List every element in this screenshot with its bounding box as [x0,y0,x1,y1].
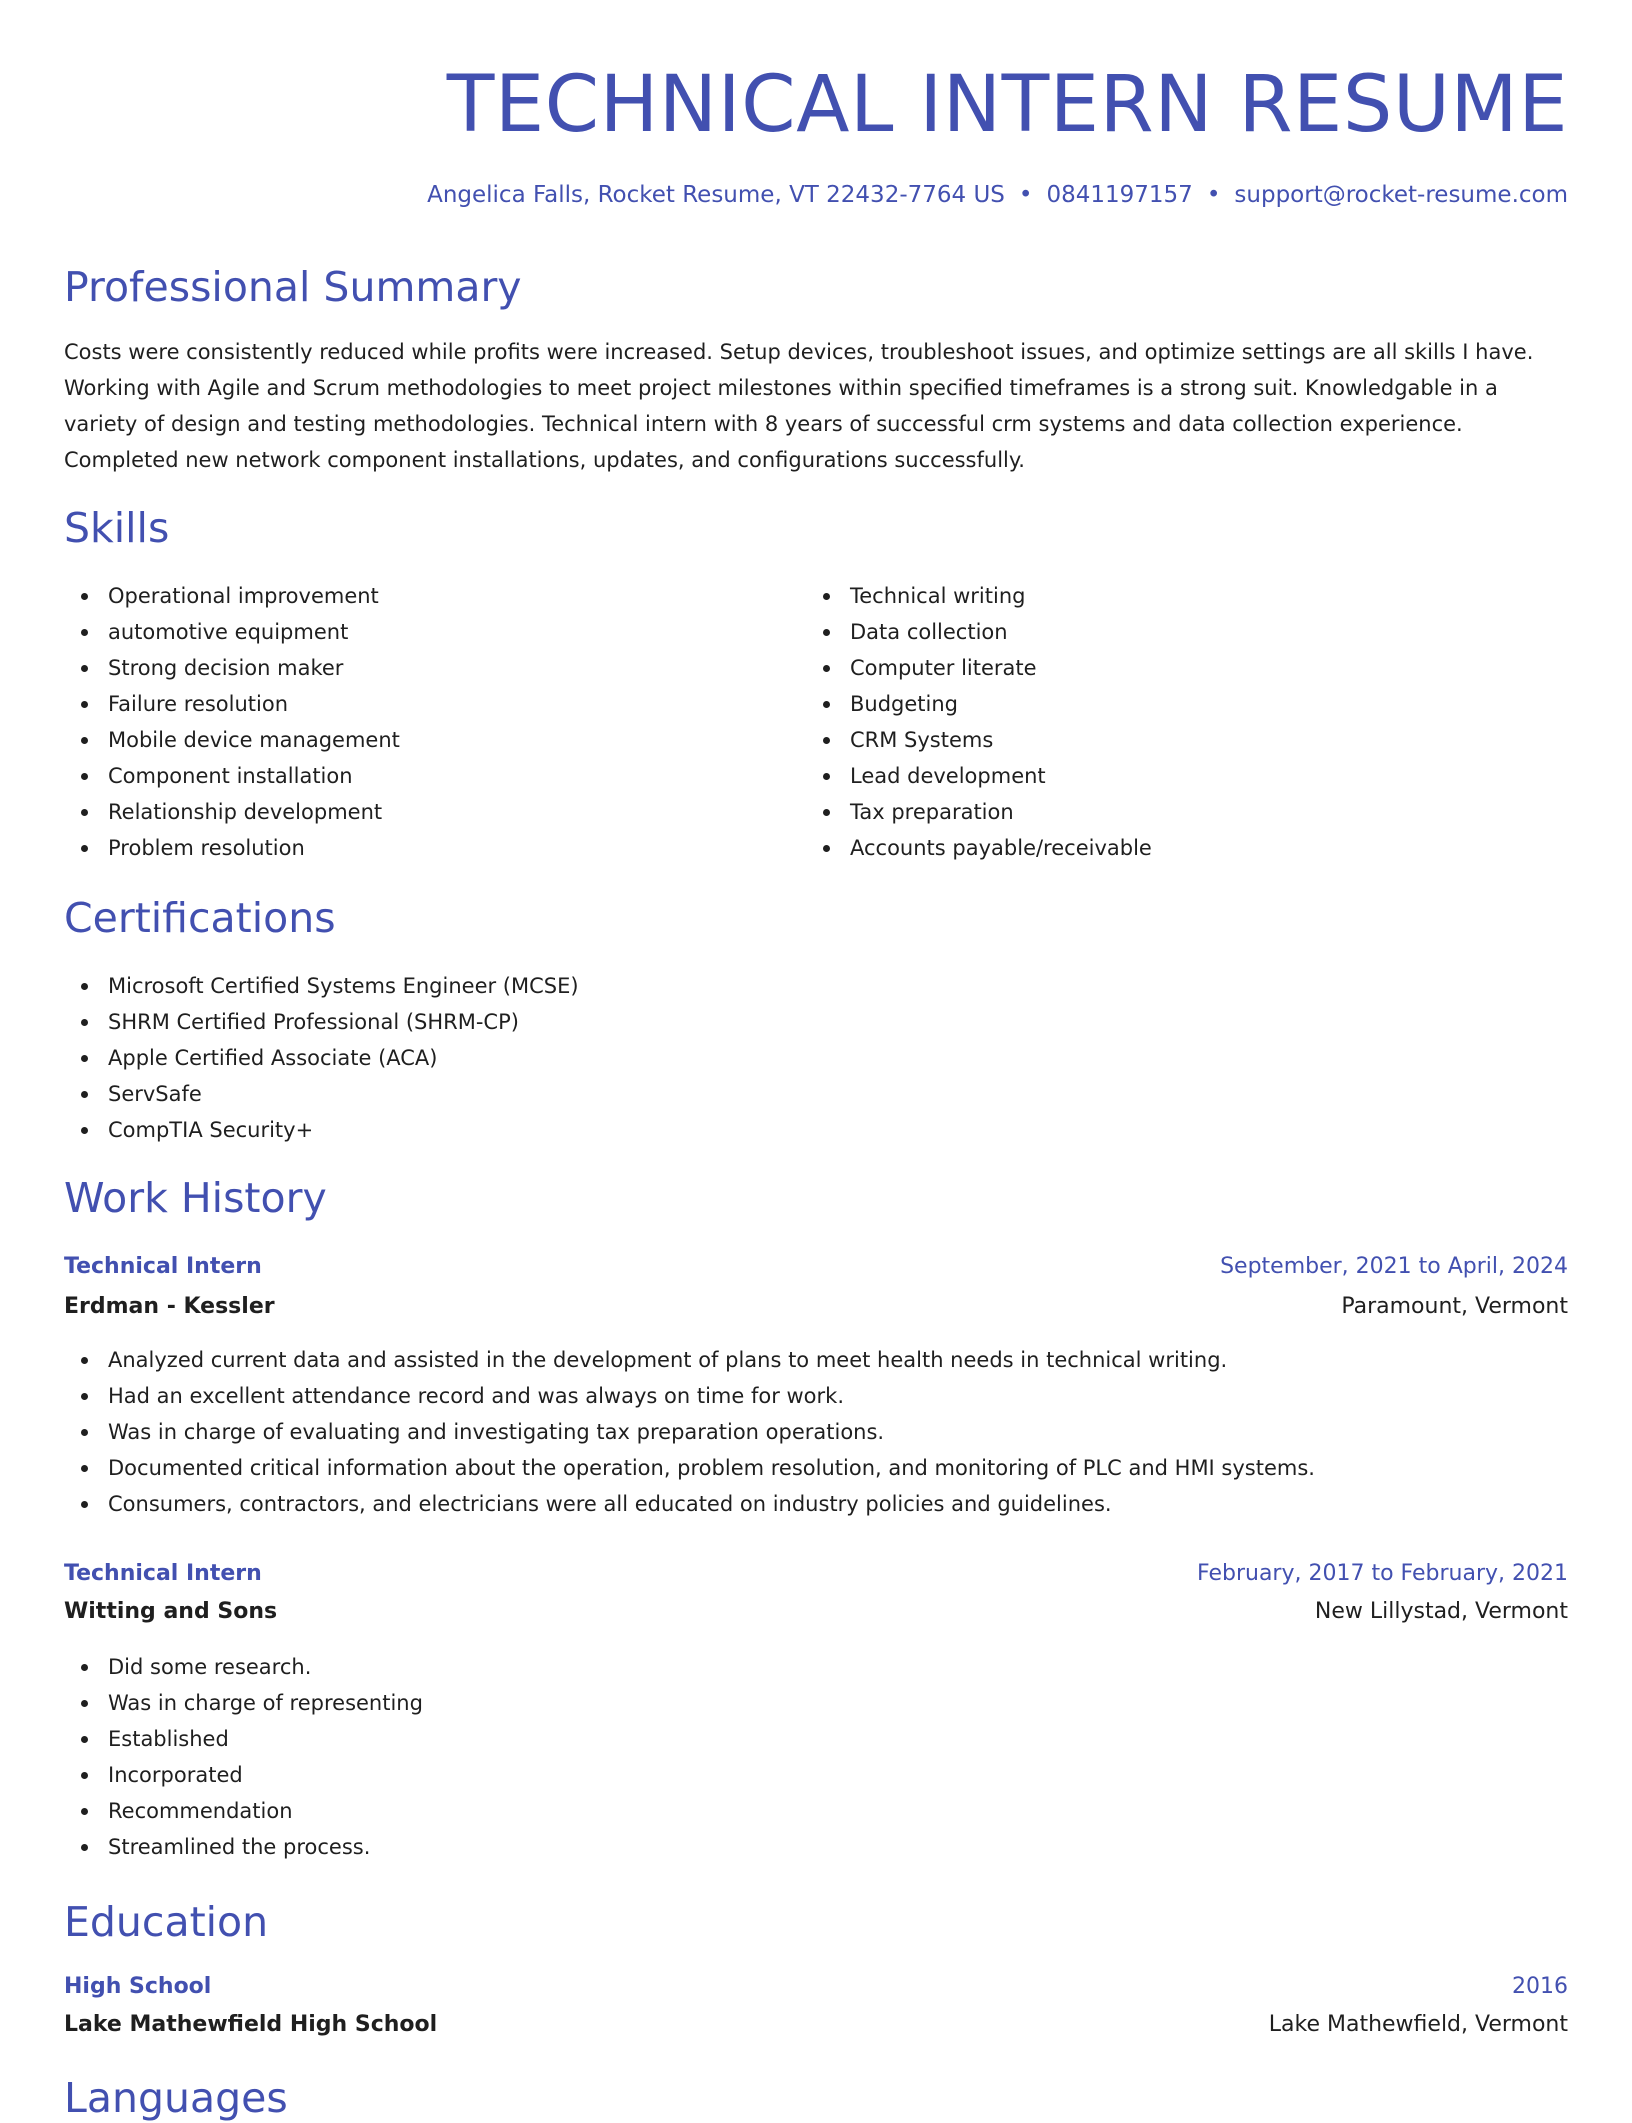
list-item: Established [64,1721,423,1757]
list-item: Recommendation [64,1793,423,1829]
certifications-list [64,968,579,1148]
job-title-row [64,1250,1568,1284]
contact-phone: 0841197157 [1046,182,1193,208]
contact-line [427,180,1568,210]
list-item: Apple Certified Associate (ACA) [64,1040,579,1076]
education-location: Lake Mathewfield, Vermont [1268,2012,1568,2037]
contact-separator: • [1018,182,1033,208]
list-item: Lead development [806,758,1152,794]
job-company: Witting and Sons [64,1599,278,1624]
job-dates: February, 2017 to February, 2021 [1197,1561,1568,1586]
job-bullets [64,1649,423,1865]
certifications-heading: Certifications [64,894,336,942]
list-item: ServSafe [64,1076,579,1112]
contact-separator: • [1206,182,1221,208]
education-degree-row [64,1970,1568,2004]
list-item: Had an excellent attendance record and was always on time for work. [64,1378,1315,1414]
languages-heading: Languages [64,2074,288,2122]
job-title-row [64,1557,1568,1591]
list-item: Tax preparation [806,794,1152,830]
list-item: automotive equipment [64,614,400,650]
list-item: Microsoft Certified Systems Engineer (MCSE) [64,968,579,1004]
job-company: Erdman - Kessler [64,1294,275,1319]
job-company-row [64,1290,1568,1324]
list-item: Consumers, contractors, and electricians were all educated on industry policies and guidelines. [64,1486,1315,1522]
education-school-row [64,2008,1568,2042]
skills-heading: Skills [64,504,170,552]
list-item: Computer literate [806,650,1152,686]
list-item: Failure resolution [64,686,400,722]
job-dates: September, 2021 to April, 2024 [1220,1254,1568,1279]
skills-list-right [806,578,1152,866]
contact-address: Angelica Falls, Rocket Resume, VT 22432-7764 US [427,182,1005,208]
list-item: Operational improvement [64,578,400,614]
list-item: Documented critical information about the operation, problem resolution, and monitoring of PLC and HMI systems. [64,1450,1315,1486]
list-item: Did some research. [64,1649,423,1685]
list-item: Analyzed current data and assisted in the development of plans to meet health needs in technical writing. [64,1342,1315,1378]
job-company-row [64,1595,1568,1629]
list-item: Data collection [806,614,1152,650]
work-history-heading: Work History [64,1174,327,1222]
list-item: Budgeting [806,686,1152,722]
list-item: Accounts payable/receivable [806,830,1152,866]
contact-email: support@rocket-resume.com [1234,182,1568,208]
job-title: Technical Intern [64,1561,262,1586]
list-item: CRM Systems [806,722,1152,758]
list-item: SHRM Certified Professional (SHRM-CP) [64,1004,579,1040]
list-item: Streamlined the process. [64,1829,423,1865]
education-school: Lake Mathewfield High School [64,2012,438,2037]
list-item: Relationship development [64,794,400,830]
summary-heading: Professional Summary [64,263,522,311]
job-location: Paramount, Vermont [1341,1294,1568,1319]
job-title: Technical Intern [64,1254,262,1279]
job-bullets [64,1342,1315,1522]
education-degree: High School [64,1974,212,1999]
list-item: Was in charge of evaluating and investigating tax preparation operations. [64,1414,1315,1450]
list-item: Problem resolution [64,830,400,866]
list-item: CompTIA Security+ [64,1112,579,1148]
list-item: Strong decision maker [64,650,400,686]
summary-text: Costs were consistently reduced while profits were increased. Setup devices, troubleshoot issues, and optimize settings are all skills I have. Working with Agile and Scrum methodologies to meet project milestones within specified timeframes is a strong suit. Knowledgable in a variety of design and testing methodologies. Technical intern with 8 years of successful crm systems and data collection experience. Completed new network component installations, updates, and configurations successfully. [64,340,1534,472]
list-item: Was in charge of representing [64,1685,423,1721]
list-item: Component installation [64,758,400,794]
skills-list-left [64,578,400,866]
list-item: Mobile device management [64,722,400,758]
education-year: 2016 [1512,1974,1568,1999]
list-item: Technical writing [806,578,1152,614]
list-item: Incorporated [64,1757,423,1793]
education-heading: Education [64,1898,269,1946]
resume-title: TECHNICAL INTERN RESUME [446,60,1568,150]
job-location: New Lillystad, Vermont [1314,1599,1568,1624]
